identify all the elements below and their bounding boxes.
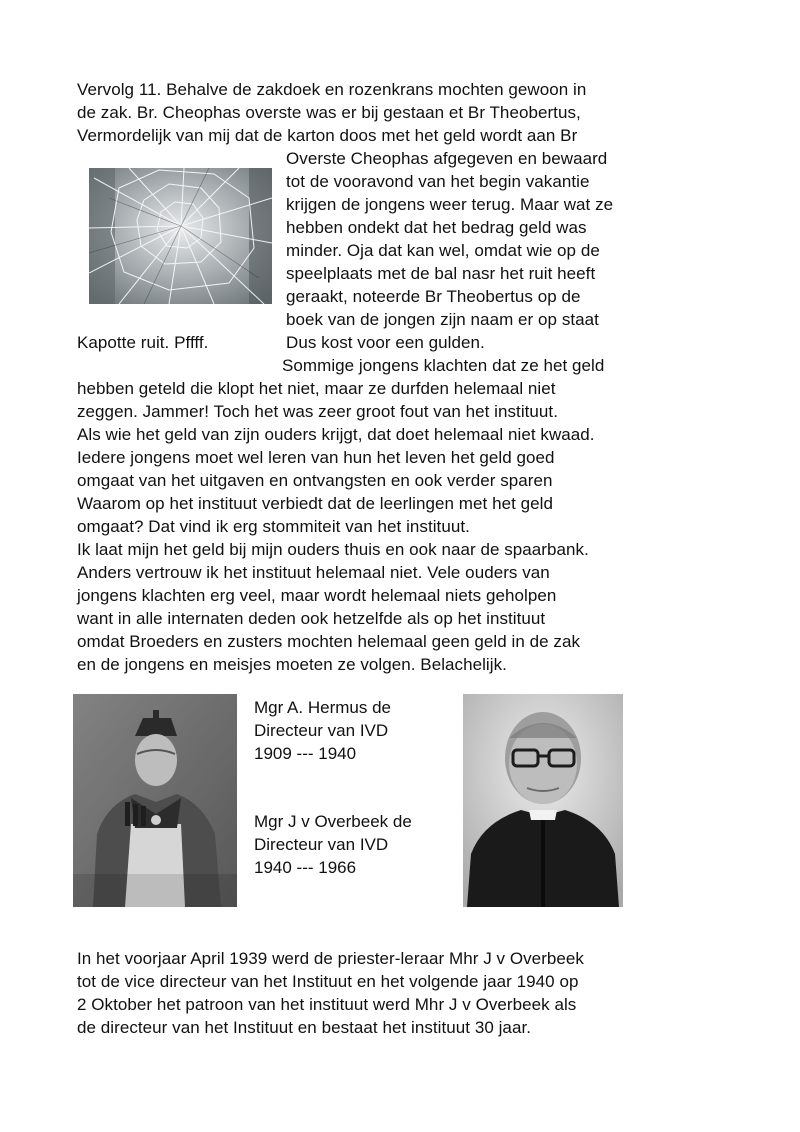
body-line: want in alle internaten deden ook hetzelfde als op het instituut <box>77 609 546 628</box>
director1-role: Directeur van IVD <box>254 721 389 740</box>
director1-years: 1909 --- 1940 <box>254 744 357 763</box>
director2-years: 1940 --- 1966 <box>254 858 357 877</box>
wrap-line: tot de vooravond van het begin vakantie <box>286 172 590 191</box>
body-line: jongens klachten erg veel, maar wordt helemaal niets geholpen <box>77 586 557 605</box>
closing-line: 2 Oktober het patroon van het instituut werd Mhr J v Overbeek als <box>77 995 577 1014</box>
overbeek-portrait-image <box>463 694 623 907</box>
body-line: omgaat van het uitgaven en ontvangsten en ook verder sparen <box>77 471 553 490</box>
body-line: omgaat? Dat vind ik erg stommiteit van het instituut. <box>77 517 470 536</box>
wrap-line: Sommige jongens klachten dat ze het geld <box>282 356 605 375</box>
intro-line: de zak. Br. Cheophas overste was er bij gestaan et Br Theobertus, <box>77 103 581 122</box>
closing-line: de directeur van het Instituut en bestaat het instituut 30 jaar. <box>77 1018 531 1037</box>
body-line: omdat Broeders en zusters mochten helemaal geen geld in de zak <box>77 632 581 651</box>
intro-line: Vermordelijk van mij dat de karton doos met het geld wordt aan Br <box>77 126 578 145</box>
body-line: en de jongens en meisjes moeten ze volgen. Belachelijk. <box>77 655 507 674</box>
broken-window-photo <box>89 168 272 304</box>
wrap-line: boek van de jongen zijn naam er op staat <box>286 310 599 329</box>
body-line: Als wie het geld van zijn ouders krijgt, dat doet helemaal niet kwaad. <box>77 425 595 444</box>
overbeek-portrait-photo <box>463 694 623 907</box>
body-line: Iedere jongens moet wel leren van hun het leven het geld goed <box>77 448 555 467</box>
wrap-line: Dus kost voor een gulden. <box>286 333 485 352</box>
wrap-line: krijgen de jongens weer terug. Maar wat ze <box>286 195 614 214</box>
photo-caption: Kapotte ruit. Pffff. <box>77 333 209 352</box>
broken-glass-image <box>89 168 272 304</box>
body-line: zeggen. Jammer! Toch het was zeer groot fout van het instituut. <box>77 402 558 421</box>
body-line: Waarom op het instituut verbiedt dat de leerlingen met het geld <box>77 494 553 513</box>
hermus-portrait-image <box>73 694 237 907</box>
wrap-line: minder. Oja dat kan wel, omdat wie op de <box>286 241 600 260</box>
intro-line: Vervolg 11. Behalve de zakdoek en rozenkrans mochten gewoon in <box>77 80 587 99</box>
wrap-line: Overste Cheophas afgegeven en bewaard <box>286 149 608 168</box>
body-line: Anders vertrouw ik het instituut helemaal niet. Vele ouders van <box>77 563 550 582</box>
director2-name: Mgr J v Overbeek de <box>254 812 412 831</box>
director1-name: Mgr A. Hermus de <box>254 698 391 717</box>
wrap-line: geraakt, noteerde Br Theobertus op de <box>286 287 581 306</box>
closing-line: In het voorjaar April 1939 werd de priester-leraar Mhr J v Overbeek <box>77 949 584 968</box>
body-line: hebben geteld die klopt het niet, maar ze durfden helemaal niet <box>77 379 556 398</box>
wrap-line: hebben ondekt dat het bedrag geld was <box>286 218 587 237</box>
director2-role: Directeur van IVD <box>254 835 389 854</box>
hermus-portrait-photo <box>73 694 237 907</box>
closing-line: tot de vice directeur van het Instituut en het volgende jaar 1940 op <box>77 972 579 991</box>
wrap-line: speelplaats met de bal nasr het ruit heeft <box>286 264 596 283</box>
body-line: Ik laat mijn het geld bij mijn ouders thuis en ook naar de spaarbank. <box>77 540 589 559</box>
